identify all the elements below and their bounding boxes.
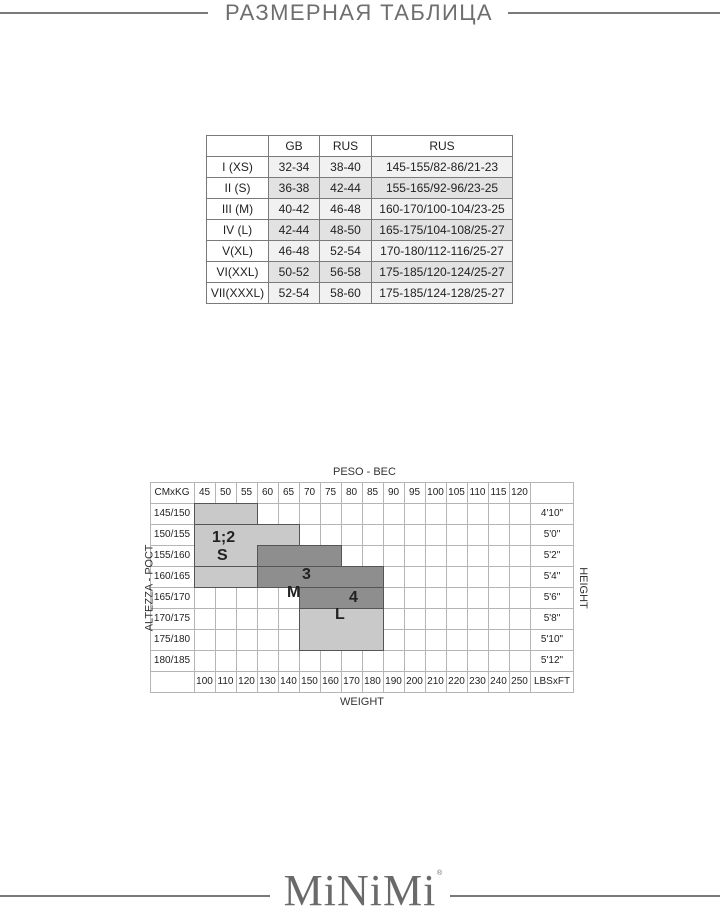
grid-cell	[320, 524, 342, 546]
lbs-column-label: 250	[511, 676, 528, 687]
ft-row-label: 5'12"	[540, 655, 564, 666]
grid-cell	[341, 545, 363, 567]
kg-column-label: 90	[387, 487, 400, 498]
lbs-column-label: 140	[280, 676, 297, 687]
size-table-header-cell: RUS	[372, 136, 513, 157]
grid-cell	[425, 566, 447, 588]
size-value-cell: 175-185/124-128/25-27	[372, 283, 513, 304]
grid-cell	[509, 650, 531, 672]
grid-cell	[446, 650, 468, 672]
grid-cell	[404, 503, 426, 525]
grid-cell	[341, 524, 363, 546]
ft-row-label: 5'0"	[543, 529, 561, 540]
size-value-cell: 36-38	[269, 178, 320, 199]
grid-cell	[194, 608, 216, 630]
size-label-cell: I (XS)	[207, 157, 269, 178]
grid-cell	[467, 503, 489, 525]
grid-cell	[467, 629, 489, 651]
grid-cell	[278, 629, 300, 651]
grid-cell	[299, 524, 321, 546]
grid-cell	[236, 608, 258, 630]
grid-cell	[425, 650, 447, 672]
size-value-cell: 155-165/92-96/23-25	[372, 178, 513, 199]
kg-column-label: 115	[490, 487, 507, 498]
lbs-column-label: 180	[364, 676, 381, 687]
size-zone-m	[257, 566, 384, 588]
size-value-cell: 46-48	[320, 199, 372, 220]
grid-cell	[446, 608, 468, 630]
size-table-header-cell: RUS	[320, 136, 372, 157]
left-axis-title: ALTEZZA - РОСТ	[143, 544, 156, 632]
ft-row-label: 5'8"	[543, 613, 561, 624]
grid-cell	[425, 524, 447, 546]
cm-row-label: 165/170	[153, 592, 191, 603]
grid-cell	[404, 524, 426, 546]
size-label-cell: V(XL)	[207, 241, 269, 262]
cm-row-label: 145/150	[153, 508, 191, 519]
grid-cell	[509, 545, 531, 567]
grid-cell	[383, 524, 405, 546]
size-value-cell: 170-180/112-116/25-27	[372, 241, 513, 262]
grid-cell	[236, 587, 258, 609]
grid-cell	[446, 629, 468, 651]
page-title: РАЗМЕРНАЯ ТАБЛИЦА	[225, 0, 493, 25]
size-table-header-cell: GB	[269, 136, 320, 157]
grid-cell	[362, 545, 384, 567]
lbs-column-label: 170	[343, 676, 360, 687]
size-label-cell: IV (L)	[207, 220, 269, 241]
grid-cell	[509, 566, 531, 588]
lbs-column-label: 150	[301, 676, 318, 687]
cm-row-label: 155/160	[153, 550, 191, 561]
grid-cell	[404, 629, 426, 651]
grid-cell	[215, 608, 237, 630]
grid-cell	[257, 503, 279, 525]
grid-cell	[425, 608, 447, 630]
grid-cell	[488, 587, 510, 609]
grid-cell	[404, 545, 426, 567]
footer-rule-right	[450, 895, 720, 897]
size-value-cell: 38-40	[320, 157, 372, 178]
grid-cell	[404, 608, 426, 630]
size-value-cell: 42-44	[320, 178, 372, 199]
bottom-axis-title: WEIGHT	[340, 696, 384, 708]
top-axis-title: PESO - ВЕС	[333, 466, 396, 478]
grid-cell	[215, 629, 237, 651]
lbs-column-label: 190	[385, 676, 402, 687]
registered-mark: ®	[437, 870, 443, 877]
grid-cell	[383, 545, 405, 567]
grid-cell	[509, 524, 531, 546]
ft-row-label: 5'2"	[543, 550, 561, 561]
grid-cell	[425, 503, 447, 525]
size-value-cell: 160-170/100-104/23-25	[372, 199, 513, 220]
kg-column-label: 55	[240, 487, 253, 498]
size-zone-s	[194, 566, 258, 588]
grid-cell	[278, 503, 300, 525]
grid-cell	[488, 503, 510, 525]
kg-column-label: 80	[345, 487, 358, 498]
grid-cell	[467, 524, 489, 546]
kg-column-label: 50	[219, 487, 232, 498]
grid-cell	[404, 650, 426, 672]
cm-row-label: 150/155	[153, 529, 191, 540]
grid-cell	[278, 650, 300, 672]
zone-m-letter: M	[287, 584, 301, 601]
kg-column-label: 65	[282, 487, 295, 498]
cm-row-label: 160/165	[153, 571, 191, 582]
grid-cell	[467, 545, 489, 567]
grid-cell	[362, 650, 384, 672]
grid-cell	[509, 629, 531, 651]
grid-cell	[215, 650, 237, 672]
kg-column-label: 60	[261, 487, 274, 498]
lbs-column-label: 110	[217, 676, 234, 687]
corner-label: CMxKG	[154, 487, 190, 498]
brand-logo: MiNiMi	[283, 866, 437, 915]
grid-cell	[488, 566, 510, 588]
grid-cell	[194, 629, 216, 651]
kg-column-label: 70	[303, 487, 316, 498]
grid-cell	[150, 671, 195, 693]
size-label-cell: VI(XXL)	[207, 262, 269, 283]
grid-cell	[257, 650, 279, 672]
grid-cell	[425, 629, 447, 651]
cm-row-label: 175/180	[153, 634, 191, 645]
kg-column-label: 75	[324, 487, 337, 498]
grid-cell	[299, 503, 321, 525]
grid-cell	[467, 587, 489, 609]
grid-cell	[530, 482, 574, 504]
size-value-cell: 40-42	[269, 199, 320, 220]
size-zone-s	[194, 503, 258, 525]
size-value-cell: 52-54	[269, 283, 320, 304]
lbs-column-label: 160	[322, 676, 339, 687]
size-label-cell: II (S)	[207, 178, 269, 199]
grid-cell	[446, 587, 468, 609]
lbs-column-label: 210	[427, 676, 444, 687]
size-value-cell: 58-60	[320, 283, 372, 304]
grid-cell	[488, 524, 510, 546]
grid-cell	[383, 503, 405, 525]
zone-l-letter: L	[335, 606, 345, 623]
size-value-cell: 145-155/82-86/21-23	[372, 157, 513, 178]
grid-cell	[194, 650, 216, 672]
grid-cell	[194, 587, 216, 609]
kg-column-label: 100	[427, 487, 444, 498]
grid-cell	[425, 545, 447, 567]
size-zone-m	[257, 545, 342, 567]
grid-cell	[236, 629, 258, 651]
grid-cell	[404, 587, 426, 609]
kg-column-label: 110	[469, 487, 486, 498]
grid-cell	[425, 587, 447, 609]
grid-cell	[299, 650, 321, 672]
grid-cell	[383, 608, 405, 630]
zone-l-number: 4	[349, 589, 358, 606]
grid-cell	[488, 608, 510, 630]
grid-cell	[467, 608, 489, 630]
grid-cell	[509, 608, 531, 630]
grid-cell	[509, 503, 531, 525]
grid-cell	[446, 524, 468, 546]
size-label-cell: III (M)	[207, 199, 269, 220]
size-value-cell: 56-58	[320, 262, 372, 283]
grid-cell	[362, 503, 384, 525]
grid-cell	[362, 524, 384, 546]
lbs-corner-label: LBSxFT	[533, 676, 571, 687]
lbs-column-label: 200	[406, 676, 423, 687]
lbs-column-label: 230	[469, 676, 486, 687]
kg-column-label: 120	[511, 487, 528, 498]
kg-column-label: 45	[198, 487, 211, 498]
grid-cell	[488, 629, 510, 651]
lbs-column-label: 130	[259, 676, 276, 687]
grid-cell	[257, 608, 279, 630]
grid-cell	[404, 566, 426, 588]
lbs-column-label: 120	[238, 676, 255, 687]
grid-cell	[236, 650, 258, 672]
size-value-cell: 165-175/104-108/25-27	[372, 220, 513, 241]
grid-cell	[446, 566, 468, 588]
ft-row-label: 4'10"	[540, 508, 564, 519]
ft-row-label: 5'6"	[543, 592, 561, 603]
size-value-cell: 175-185/120-124/25-27	[372, 262, 513, 283]
grid-cell	[488, 545, 510, 567]
grid-cell	[467, 566, 489, 588]
grid-cell	[509, 587, 531, 609]
size-value-cell: 32-34	[269, 157, 320, 178]
cm-row-label: 170/175	[153, 613, 191, 624]
zone-m-number: 3	[302, 566, 311, 583]
kg-column-label: 85	[366, 487, 379, 498]
grid-cell	[383, 629, 405, 651]
grid-cell	[320, 503, 342, 525]
kg-column-label: 95	[408, 487, 421, 498]
ft-row-label: 5'10"	[540, 634, 564, 645]
grid-cell	[341, 503, 363, 525]
size-value-cell: 48-50	[320, 220, 372, 241]
grid-cell	[341, 650, 363, 672]
grid-cell	[383, 650, 405, 672]
grid-cell	[257, 587, 279, 609]
kg-column-label: 105	[448, 487, 465, 498]
grid-cell	[446, 545, 468, 567]
cm-row-label: 180/185	[153, 655, 191, 666]
size-value-cell: 52-54	[320, 241, 372, 262]
grid-cell	[383, 566, 405, 588]
grid-cell	[278, 608, 300, 630]
grid-cell	[215, 587, 237, 609]
zone-s-letter: S	[217, 547, 228, 564]
grid-cell	[320, 650, 342, 672]
ft-row-label: 5'4"	[543, 571, 561, 582]
zone-s-number: 1;2	[212, 529, 236, 546]
footer-rule-left	[0, 895, 270, 897]
size-value-cell: 50-52	[269, 262, 320, 283]
grid-cell	[488, 650, 510, 672]
grid-cell	[467, 650, 489, 672]
right-axis-title: HEIGHT	[576, 567, 589, 609]
grid-cell	[383, 587, 405, 609]
grid-cell	[257, 629, 279, 651]
lbs-column-label: 240	[490, 676, 507, 687]
lbs-column-label: 100	[196, 676, 213, 687]
grid-cell	[446, 503, 468, 525]
size-value-cell: 46-48	[269, 241, 320, 262]
size-value-cell: 42-44	[269, 220, 320, 241]
size-label-cell: VII(XXXL)	[207, 283, 269, 304]
lbs-column-label: 220	[448, 676, 465, 687]
